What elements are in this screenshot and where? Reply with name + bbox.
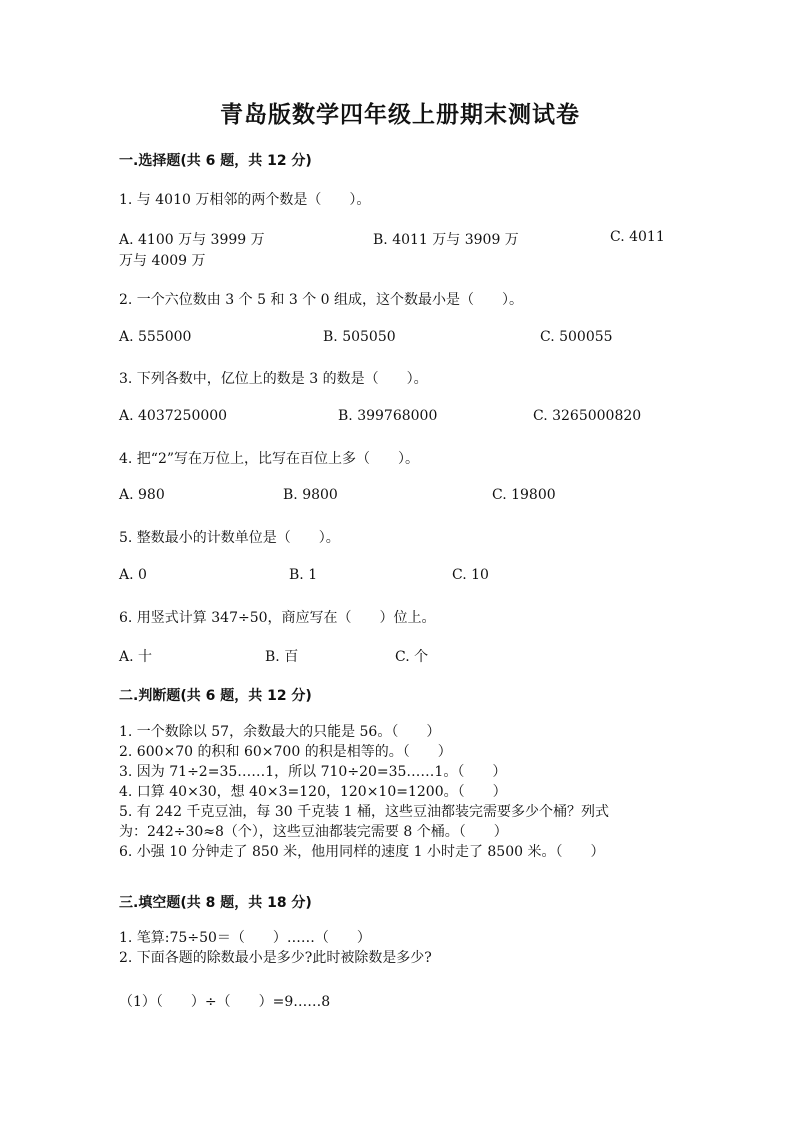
option-b: B. 505050 bbox=[323, 329, 396, 345]
question-stem: 2. 一个六位数由 3 个 5 和 3 个 0 组成，这个数最小是（ ）。 bbox=[119, 292, 524, 308]
option-b: B. 9800 bbox=[283, 487, 338, 503]
judge-item: 4. 口算 40×30，想 40×3=120，120×10=1200。（ ） bbox=[119, 784, 507, 800]
option-a: A. 十 bbox=[119, 649, 153, 665]
option-c: C. 500055 bbox=[540, 329, 613, 345]
fill-list bbox=[119, 928, 679, 968]
judge-list bbox=[119, 722, 679, 862]
section-heading-choice: 一.选择题(共 6 题，共 12 分) bbox=[119, 153, 312, 169]
section-heading-judge: 二.判断题(共 6 题，共 12 分) bbox=[119, 688, 312, 704]
option-c: C. 个 bbox=[395, 649, 429, 665]
question-stem: 4. 把“2”写在万位上，比写在百位上多（ ）。 bbox=[119, 451, 420, 467]
option-c: C. 10 bbox=[452, 567, 489, 583]
option-a: A. 555000 bbox=[119, 329, 192, 345]
fill-item: 1. 笔算:75÷50＝（ ）……（ ） bbox=[119, 930, 371, 946]
option-b: B. 4011 万与 3909 万 bbox=[373, 232, 519, 248]
question-stem: 5. 整数最小的计数单位是（ ）。 bbox=[119, 530, 340, 546]
option-c: C. 3265000820 bbox=[533, 408, 642, 424]
judge-item: 为：242÷30≈8（个），这些豆油都装完需要 8 个桶。（ ） bbox=[119, 824, 508, 840]
option-c: C. 19800 bbox=[492, 487, 556, 503]
page-title: 青岛版数学四年级上册期末测试卷 bbox=[220, 102, 580, 128]
judge-item: 3. 因为 71÷2=35……1，所以 710÷20=35……1。（ ） bbox=[119, 764, 507, 780]
option-a: A. 980 bbox=[119, 487, 165, 503]
option-c-wrap: 万与 4009 万 bbox=[119, 253, 206, 269]
fill-item: 2. 下面各题的除数最小是多少?此时被除数是多少? bbox=[119, 950, 432, 966]
judge-item: 5. 有 242 千克豆油，每 30 千克装 1 桶，这些豆油都装完需要多少个桶？列式 bbox=[119, 804, 609, 820]
option-b: B. 1 bbox=[289, 567, 318, 583]
option-a: A. 0 bbox=[119, 567, 147, 583]
section-heading-fill: 三.填空题(共 8 题，共 18 分) bbox=[119, 895, 312, 911]
option-c: C. 4011 bbox=[610, 229, 665, 245]
question-stem: 1. 与 4010 万相邻的两个数是（ ）。 bbox=[119, 192, 371, 208]
option-b: B. 百 bbox=[265, 649, 299, 665]
option-a: A. 4100 万与 3999 万 bbox=[119, 232, 265, 248]
fill-subitem: （1）（ ）÷（ ）=9……8 bbox=[119, 994, 331, 1010]
judge-item: 2. 600×70 的积和 60×700 的积是相等的。（ ） bbox=[119, 744, 452, 760]
option-b: B. 399768000 bbox=[338, 408, 438, 424]
question-stem: 3. 下列各数中，亿位上的数是 3 的数是（ ）。 bbox=[119, 371, 428, 387]
question-stem: 6. 用竖式计算 347÷50，商应写在（ ）位上。 bbox=[119, 610, 436, 626]
option-a: A. 4037250000 bbox=[119, 408, 228, 424]
judge-item: 1. 一个数除以 57，余数最大的只能是 56。（ ） bbox=[119, 724, 441, 740]
judge-item: 6. 小强 10 分钟走了 850 米，他用同样的速度 1 小时走了 8500 米。（ ） bbox=[119, 844, 605, 860]
